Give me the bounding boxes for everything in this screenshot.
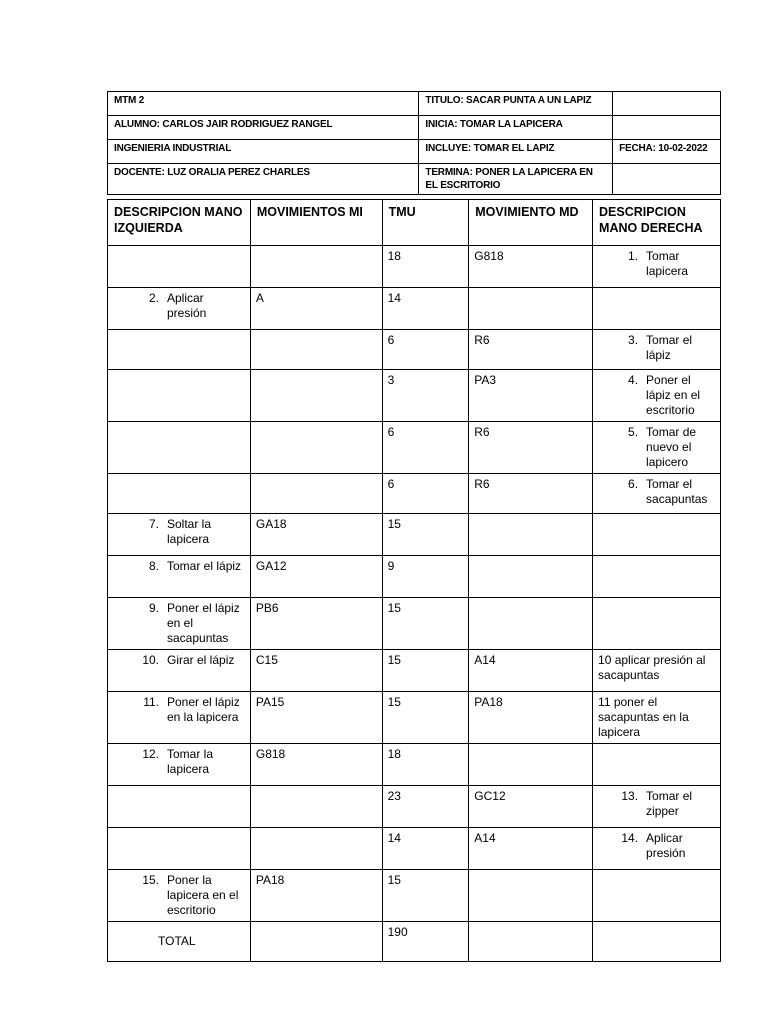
header-cell-right <box>613 164 721 195</box>
step-number: 8. <box>148 559 159 573</box>
step-number: 7. <box>148 517 159 531</box>
step-text: Poner el lápiz en el escritorio <box>646 373 701 417</box>
right-movement-cell <box>469 598 593 650</box>
step-text: 11 poner el sacapuntas en la lapicera <box>598 695 689 739</box>
tmu-cell: 6 <box>382 330 469 370</box>
right-movement-cell: A14 <box>469 828 593 870</box>
left-description-cell <box>108 828 251 870</box>
step-text: Tomar el lápiz <box>167 559 242 573</box>
right-movement-cell: R6 <box>469 330 593 370</box>
right-description-cell <box>593 288 721 330</box>
header-row <box>108 140 721 164</box>
header-cell-mid: TITULO: SACAR PUNTA A UN LAPIZ <box>419 92 613 116</box>
step-text: Poner la lapicera en el escritorio <box>167 873 239 917</box>
total-empty-desc <box>593 922 721 962</box>
left-movement-cell: PB6 <box>250 598 382 650</box>
motion-analysis-table <box>107 199 721 962</box>
header-cell-left: ALUMNO: CARLOS JAIR RODRIGUEZ RANGEL <box>108 116 419 140</box>
right-movement-cell: G818 <box>469 246 593 288</box>
table-row <box>108 288 721 330</box>
right-movement-cell: PA3 <box>469 370 593 422</box>
tmu-cell: 6 <box>382 422 469 474</box>
left-description-cell <box>108 330 251 370</box>
left-description-cell <box>108 370 251 422</box>
left-movement-cell: A <box>250 288 382 330</box>
header-cell-mid: INCLUYE: TOMAR EL LAPIZ <box>419 140 613 164</box>
right-movement-cell: A14 <box>469 650 593 692</box>
tmu-cell: 15 <box>382 692 469 744</box>
step-number: 15. <box>142 873 159 887</box>
table-row <box>108 370 721 422</box>
right-description-cell <box>593 330 721 370</box>
right-movement-cell: R6 <box>469 474 593 514</box>
table-row <box>108 828 721 870</box>
left-movement-cell: GA12 <box>250 556 382 598</box>
step-number: 9. <box>148 601 159 615</box>
left-description-cell <box>108 744 251 786</box>
right-movement-cell <box>469 288 593 330</box>
step-text: Girar el lápiz <box>167 653 235 667</box>
total-empty-mi <box>250 922 382 962</box>
header-cell-left: DOCENTE: LUZ ORALIA PEREZ CHARLES <box>108 164 419 195</box>
header-cell-left: MTM 2 <box>108 92 419 116</box>
right-description-cell <box>593 598 721 650</box>
step-text: Aplicar presión <box>646 831 686 860</box>
step-text: Soltar la lapicera <box>167 517 212 546</box>
right-description-cell <box>593 692 721 744</box>
left-movement-cell: PA18 <box>250 870 382 922</box>
right-movement-cell <box>469 744 593 786</box>
left-description-cell <box>108 556 251 598</box>
left-movement-cell <box>250 330 382 370</box>
table-row <box>108 556 721 598</box>
right-movement-cell: PA18 <box>469 692 593 744</box>
right-description-cell <box>593 370 721 422</box>
step-number: 10. <box>142 653 159 667</box>
right-description-cell <box>593 514 721 556</box>
column-header-right-description: DESCRIPCION MANO DERECHA <box>593 200 721 246</box>
table-header-row <box>108 200 721 246</box>
step-text: Tomar la lapicera <box>167 747 214 776</box>
step-number: 4. <box>628 373 639 387</box>
left-movement-cell <box>250 370 382 422</box>
step-number: 1. <box>628 249 639 263</box>
header-cell-mid: TERMINA: PONER LA LAPICERA EN EL ESCRITORIO <box>419 164 613 195</box>
step-text: 10 aplicar presión al sacapuntas <box>598 653 706 682</box>
left-movement-cell: PA15 <box>250 692 382 744</box>
table-row <box>108 514 721 556</box>
step-number: 11. <box>143 695 159 709</box>
step-number: 14. <box>621 831 639 845</box>
left-movement-cell <box>250 246 382 288</box>
left-description-cell <box>108 514 251 556</box>
right-description-cell <box>593 246 721 288</box>
step-text: Tomar lapicera <box>646 249 689 278</box>
step-number: 5. <box>628 425 639 439</box>
table-row <box>108 692 721 744</box>
right-description-cell <box>593 474 721 514</box>
right-description-cell <box>593 556 721 598</box>
right-description-cell <box>593 870 721 922</box>
left-movement-cell <box>250 786 382 828</box>
step-text: Tomar el sacapuntas <box>646 477 708 506</box>
step-number: 6. <box>628 477 639 491</box>
left-description-cell <box>108 246 251 288</box>
left-movement-cell: GA18 <box>250 514 382 556</box>
step-text: Tomar el lápiz <box>646 333 693 362</box>
column-header-left-description: DESCRIPCION MANO IZQUIERDA <box>108 200 251 246</box>
header-cell-right <box>613 116 721 140</box>
table-row <box>108 744 721 786</box>
step-number: 12. <box>142 747 159 761</box>
total-tmu: 190 <box>382 922 469 962</box>
tmu-cell: 14 <box>382 828 469 870</box>
right-description-cell <box>593 828 721 870</box>
column-header-right-movements: MOVIMIENTO MD <box>469 200 593 246</box>
left-movement-cell: C15 <box>250 650 382 692</box>
table-row <box>108 330 721 370</box>
table-row <box>108 786 721 828</box>
left-description-cell <box>108 870 251 922</box>
step-text: Tomar el zipper <box>646 789 693 818</box>
header-cell-right: FECHA: 10-02-2022 <box>613 140 721 164</box>
left-description-cell <box>108 422 251 474</box>
header-row <box>108 164 721 195</box>
tmu-cell: 15 <box>382 870 469 922</box>
left-description-cell <box>108 786 251 828</box>
left-movement-cell <box>250 474 382 514</box>
right-movement-cell <box>469 514 593 556</box>
table-row <box>108 246 721 288</box>
left-description-cell <box>108 692 251 744</box>
header-cell-mid: INICIA: TOMAR LA LAPICERA <box>419 116 613 140</box>
tmu-cell: 15 <box>382 650 469 692</box>
table-row <box>108 870 721 922</box>
step-text: Poner el lápiz en la lapicera <box>167 695 240 724</box>
header-row <box>108 92 721 116</box>
step-number: 13. <box>621 789 639 803</box>
tmu-cell: 23 <box>382 786 469 828</box>
step-text: Aplicar presión <box>167 291 207 320</box>
right-movement-cell <box>469 870 593 922</box>
right-description-cell <box>593 422 721 474</box>
right-description-cell <box>593 650 721 692</box>
right-movement-cell: R6 <box>469 422 593 474</box>
header-cell-right <box>613 92 721 116</box>
column-header-left-movements: MOVIMIENTOS MI <box>250 200 382 246</box>
left-description-cell <box>108 650 251 692</box>
left-description-cell <box>108 474 251 514</box>
total-empty-md <box>469 922 593 962</box>
tmu-cell: 18 <box>382 744 469 786</box>
tmu-cell: 9 <box>382 556 469 598</box>
left-movement-cell <box>250 422 382 474</box>
table-row <box>108 650 721 692</box>
table-row <box>108 598 721 650</box>
right-movement-cell: GC12 <box>469 786 593 828</box>
table-row <box>108 474 721 514</box>
column-header-tmu: TMU <box>382 200 469 246</box>
tmu-cell: 6 <box>382 474 469 514</box>
left-description-cell <box>108 288 251 330</box>
step-text: Poner el lápiz en el sacapuntas <box>167 601 240 645</box>
table-row <box>108 422 721 474</box>
step-number: 2. <box>148 291 159 305</box>
step-number: 3. <box>628 333 639 347</box>
total-label: TOTAL <box>108 922 251 962</box>
tmu-cell: 15 <box>382 514 469 556</box>
left-description-cell <box>108 598 251 650</box>
right-movement-cell <box>469 556 593 598</box>
header-row <box>108 116 721 140</box>
tmu-cell: 14 <box>382 288 469 330</box>
total-row <box>108 922 721 962</box>
tmu-cell: 3 <box>382 370 469 422</box>
right-description-cell <box>593 786 721 828</box>
tmu-cell: 18 <box>382 246 469 288</box>
header-cell-left: INGENIERIA INDUSTRIAL <box>108 140 419 164</box>
step-text: Tomar de nuevo el lapicero <box>646 425 697 469</box>
header-table <box>107 91 721 195</box>
right-description-cell <box>593 744 721 786</box>
left-movement-cell <box>250 828 382 870</box>
tmu-cell: 15 <box>382 598 469 650</box>
left-movement-cell: G818 <box>250 744 382 786</box>
